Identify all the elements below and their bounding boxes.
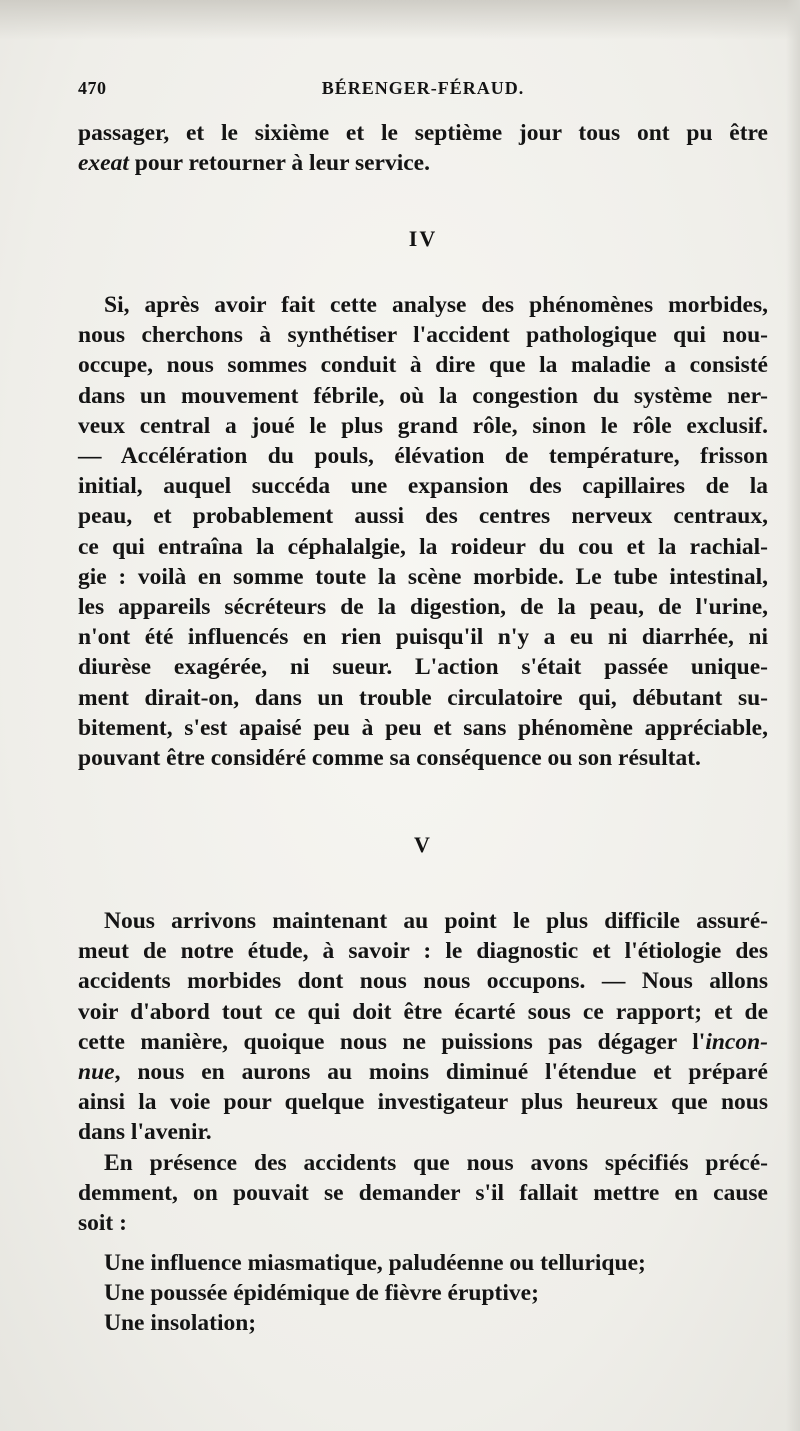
- text-line: peau, et probablement aussi des centres nerveux centraux,: [78, 503, 768, 530]
- italic-word: incon-: [705, 1028, 768, 1055]
- text-line: nous cherchons à synthétiser l'accident pathologique qui nou-: [78, 322, 768, 349]
- text-line: les appareils sécréteurs de la digestion, de la peau, de l'urine,: [78, 594, 768, 621]
- list-item: Une poussée épidémique de fièvre éruptive;: [104, 1280, 539, 1307]
- text-line: initial, auquel succéda une expansion des capillaires de la: [78, 473, 768, 500]
- text-line: diurèse exagérée, ni sueur. L'action s'était passée unique-: [78, 654, 768, 681]
- scan-right-edge: [786, 0, 800, 1431]
- text-line: dans l'avenir.: [78, 1119, 212, 1146]
- text-line: gie : voilà en somme toute la scène morbide. Le tube intestinal,: [78, 563, 768, 590]
- text-line: ce qui entraîna la céphalalgie, la roideur du cou et la rachial-: [78, 533, 768, 560]
- section-heading-v: V: [414, 832, 432, 857]
- list-item: Une insolation;: [104, 1310, 257, 1337]
- intro-paragraph: [78, 118, 768, 178]
- running-head: [78, 76, 768, 102]
- page-number: 470: [78, 78, 107, 98]
- text-line: pouvant être considéré comme sa conséquence ou son résultat.: [78, 745, 701, 772]
- text-line: Si, après avoir fait cette analyse des phénomènes morbides,: [104, 292, 768, 318]
- running-title: BÉRENGER-FÉRAUD.: [321, 78, 525, 98]
- section-iv-paragraph: [78, 290, 768, 773]
- section-heading-iv: IV: [408, 226, 438, 251]
- italic-word: exeat: [78, 150, 129, 177]
- text-line: meut de notre étude, à savoir : le diagnostic et l'étiologie des: [78, 938, 768, 965]
- text-line: occupe, nous sommes conduit à dire que la maladie a consisté: [78, 352, 768, 379]
- text-line: n'ont été influencés en rien puisqu'il n'y a eu ni diarrhée, ni: [78, 624, 768, 651]
- cause-list: [78, 1248, 768, 1339]
- text-line: — Accélération du pouls, élévation de température, frisson: [78, 443, 768, 470]
- text-line: nue, nous en aurons au moins diminué l'étendue et préparé: [78, 1059, 768, 1086]
- text-line: ment dirait-on, dans un trouble circulatoire qui, débutant su-: [78, 684, 768, 711]
- text-line: soit :: [78, 1210, 127, 1237]
- list-item: Une influence miasmatique, paludéenne ou tellurique;: [104, 1250, 646, 1276]
- italic-word: nue: [78, 1059, 115, 1086]
- text-line: demment, on pouvait se demander s'il fallait mettre en cause: [78, 1180, 768, 1207]
- text-line: dans un mouvement fébrile, où la congestion du système ner-: [78, 382, 768, 409]
- section-v-paragraph-2: [78, 1148, 768, 1239]
- text-line: ainsi la voie pour quelque investigateur plus heureux que nous: [78, 1089, 768, 1116]
- scan-top-shadow: [0, 0, 800, 40]
- text-line: Nous arrivons maintenant au point le plus difficile assuré-: [104, 908, 768, 934]
- text-line: voir d'abord tout ce qui doit être écarté sous ce rapport; et de: [78, 998, 768, 1025]
- text-line: accidents morbides dont nous nous occupons. — Nous allons: [78, 968, 768, 995]
- text-line: En présence des accidents que nous avons spécifiés précé-: [104, 1150, 768, 1176]
- text-line: bitement, s'est apaisé peu à peu et sans phénomène appréciable,: [78, 714, 768, 741]
- text-line: exeat pour retourner à leur service.: [78, 150, 430, 177]
- text-line: cette manière, quoique nous ne puissions pas dégager l'incon-: [78, 1028, 768, 1055]
- text-line: veux central a joué le plus grand rôle, sinon le rôle exclusif.: [78, 412, 768, 439]
- text-line: passager, et le sixième et le septième jour tous ont pu être: [78, 120, 768, 146]
- section-v-paragraph-1: [78, 906, 768, 1148]
